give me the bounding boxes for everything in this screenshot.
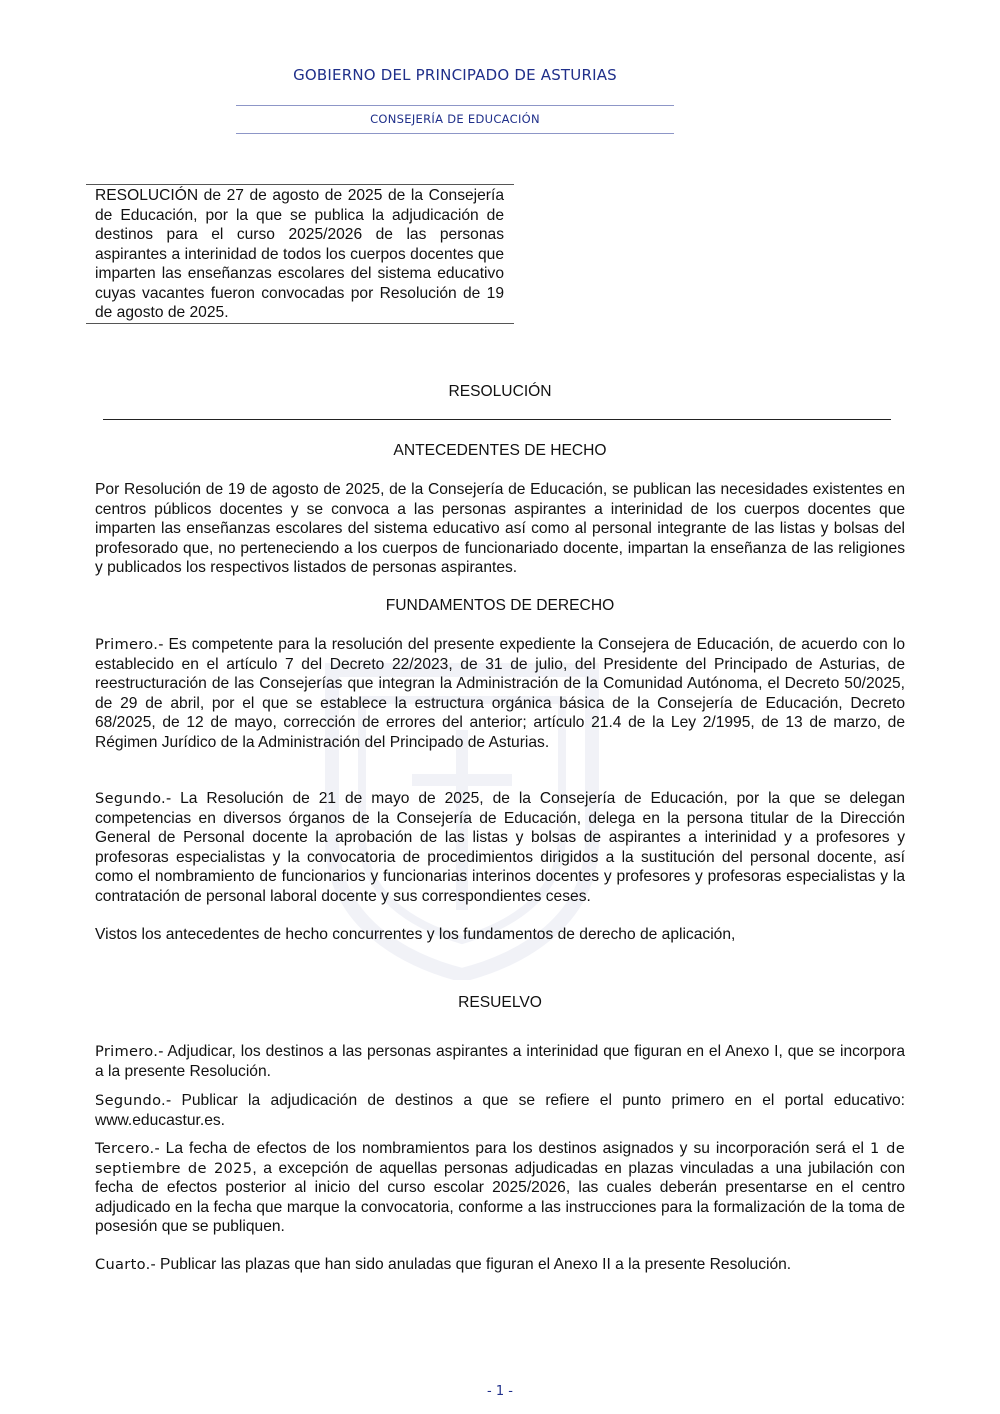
fundamentos-segundo [95,789,905,906]
resuelvo-tercero-text-a: - La fecha de efectos de los nombramientos para los destinos asignados y su incorporación será el [154,1140,870,1157]
header-divider-top [236,105,674,106]
vistos-paragraph: Vistos los antecedentes de hecho concurrentes y los fundamentos de derecho de aplicación, [95,926,736,943]
resuelvo-segundo-label: Segundo. [95,1092,166,1109]
resuelvo-cuarto-text: - Publicar las plazas que han sido anuladas que figuran el Anexo II a la presente Resolución. [150,1256,792,1273]
resolution-heading: RESOLUCIÓN [448,383,552,400]
resuelvo-heading: RESUELVO [458,994,542,1011]
fundamentos-primero-text: - Es competente para la resolución del presente expediente la Consejera de Educación, de acuerdo con lo establecido en el artículo 7 del Decreto 22/2023, de 31 de julio, del Presidente del Principado de Asturias, de reestructuración de las Consejerías que integran la Administración de la Comunidad Autónoma, el Decreto 50/2025, de 29 de abril, por el que se establece la estructura orgánica básica de la Consejería de Educación, Decreto 68/2025, de 12 de mayo, corrección de errores del anterior; artículo 21.4 de la Ley 2/1995, de 13 de marzo, de Régimen Jurídico de la Administración del Principado de Asturias. [95,636,905,751]
resuelvo-tercero-date: 1 de septiembre de 2025 [95,1140,905,1177]
resuelvo-tercero [95,1139,905,1237]
resuelvo-tercero-label: Tercero. [95,1140,155,1157]
header-divider-bottom [236,133,674,134]
resuelvo-primero [95,1042,905,1081]
department-title: CONSEJERÍA DE EDUCACIÓN [370,112,540,126]
resuelvo-segundo-text: - Publicar la adjudicación de destinos a que se refiere el punto primero en el portal educativo: www.educastur.es. [95,1092,905,1129]
resuelvo-primero-label: Primero. [95,1043,159,1060]
resuelvo-primero-text: - Adjudicar, los destinos a las personas aspirantes a interinidad que figuran en el Anexo I, que se incorpora a la presente Resolución. [95,1043,905,1080]
resuelvo-cuarto [95,1255,905,1275]
fundamentos-primero-label: Primero. [95,636,159,653]
resuelvo-segundo [95,1091,905,1130]
resolution-summary: RESOLUCIÓN de 27 de agosto de 2025 de la Consejería de Educación, por la que se publica la adjudicación de destinos para el curso 2025/2026 de las personas aspirantes a interinidad de todos los cuerpos docentes que imparten las enseñanzas escolares del sistema educativo cuyas vacantes fueron convocadas por Resolución de 19 de agosto de 2025. [86,184,514,324]
antecedentes-paragraph: Por Resolución de 19 de agosto de 2025, de la Consejería de Educación, se publican las necesidades existentes en centros públicos docentes y se convoca a las personas aspirantes a interinidad de los cuerpos docentes que imparten las enseñanzas escolares del sistema educativo así como al personal integrante de las listas y bolsas del profesorado que, no perteneciendo a los cuerpos de funcionariado docente, impartan la enseñanza de las religiones y publicados los respectivos listados de personas aspirantes. [95,481,905,576]
heading-rule [103,419,891,420]
resuelvo-cuarto-label: Cuarto. [95,1256,151,1273]
antecedentes-heading: ANTECEDENTES DE HECHO [393,442,607,459]
fundamentos-segundo-label: Segundo. [95,790,166,807]
fundamentos-segundo-text: - La Resolución de 21 de mayo de 2025, de la Consejería de Educación, por la que se delegan competencias en diversos órganos de la Consejería de Educación, delega en la persona titular de la Dirección General de Personal docente la aprobación de las listas y bolsas de aspirantes a interinidad y a profesores y profesoras especialistas y la convocatoria de procedimientos dirigidos a la sustitución del personal docente, así como el nombramiento de funcionarios y funcionarias interinos docentes y profesores y profesoras especialistas y la contratación de personal laboral docente y sus correspondientes ceses. [95,790,905,905]
page-number: - 1 - [487,1384,513,1399]
government-title: GOBIERNO DEL PRINCIPADO DE ASTURIAS [293,66,617,84]
fundamentos-primero [95,635,905,752]
resuelvo-tercero-text-b: , a excepción de aquellas personas adjudicadas en plazas vinculadas a una jubilación con fecha de efectos posterior al inicio del curso escolar 2025/2026, las cuales deberán presentarse en el centro adjudicado en la fecha que marque la convocatoria, conforme a las instrucciones para la formalización de la toma de posesión que se publiquen. [95,1159,905,1235]
fundamentos-heading: FUNDAMENTOS DE DERECHO [385,597,615,614]
